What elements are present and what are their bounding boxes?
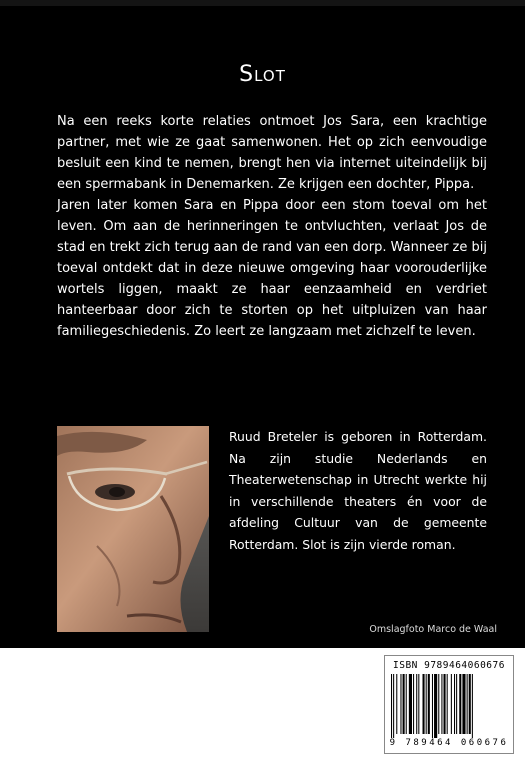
barcode-bar [459, 674, 461, 734]
barcode-bar [403, 674, 405, 734]
barcode-bar [441, 674, 442, 734]
barcode-bar [406, 674, 407, 734]
barcode-bar [462, 674, 465, 734]
barcode-bar [416, 674, 417, 734]
barcode-bar [447, 674, 448, 734]
barcode-bar [396, 674, 397, 734]
barcode-bars [389, 674, 509, 738]
barcode-bar [423, 674, 425, 734]
barcode-bar [438, 674, 439, 734]
barcode-bar [418, 674, 419, 734]
barcode-bar [454, 674, 455, 734]
barcode-bar [444, 674, 446, 734]
blurb-paragraph-1: Na een reeks korte relaties ontmoet Jos Sara, een krachtige partner, met wie ze gaat samenwonen. Het op zich eenvoudige besluit een kind te nemen, brengt hen via internet uiteindelijk bij een spermabank in Denemarken. Ze krijgen een dochter, Pippa. [57, 114, 487, 192]
barcode-bar [451, 674, 452, 734]
author-photo [57, 426, 209, 632]
top-strip [0, 0, 525, 6]
barcode-bar [472, 674, 473, 738]
barcode-bar [467, 674, 468, 734]
barcode-bar [456, 674, 457, 734]
barcode-bar [400, 674, 401, 734]
author-bio: Ruud Breteler is geboren in Rotterdam. Na zijn studie Nederlands en Theaterwetenschap in Utrecht werkte hij in verschillende theaters én voor de afdeling Cultuur van de gemeente Rotterdam. Slot is zijn vierde roman. [229, 429, 487, 552]
barcode-bar [428, 674, 430, 734]
barcode-bar [432, 674, 433, 738]
barcode-bar [426, 674, 427, 734]
blurb [57, 111, 487, 342]
book-title: Slot [239, 62, 286, 87]
barcode-bar [391, 674, 392, 738]
barcode-bar [393, 674, 394, 738]
barcode-bar [434, 674, 437, 738]
photo-credit: Omslagfoto Marco de Waal [369, 624, 497, 635]
blurb-paragraph-2: Jaren later komen Sara en Pippa door een stom toeval om het leven. Om aan de herinneringen te ontvluchten, verlaat Jos de stad en trekt zich terug aan de rand van een dorp. Wanneer ze bij toeval ontdekt dat in deze nieuwe omgeving haar voorouderlijke wortels liggen, maakt ze haar eenzaamheid en verdriet hanteerbaar door zich te storten op het uitpluizen van haar familiegeschiedenis. Zo leert ze langzaam met zichzelf te leven. [57, 198, 487, 339]
isbn-digits: 9 789464 060676 [389, 738, 509, 748]
barcode-bar [469, 674, 471, 734]
barcode-bar [409, 674, 412, 734]
isbn-barcode [384, 655, 514, 754]
barcode-bar [413, 674, 414, 734]
isbn-label: ISBN 9789464060676 [393, 660, 505, 671]
